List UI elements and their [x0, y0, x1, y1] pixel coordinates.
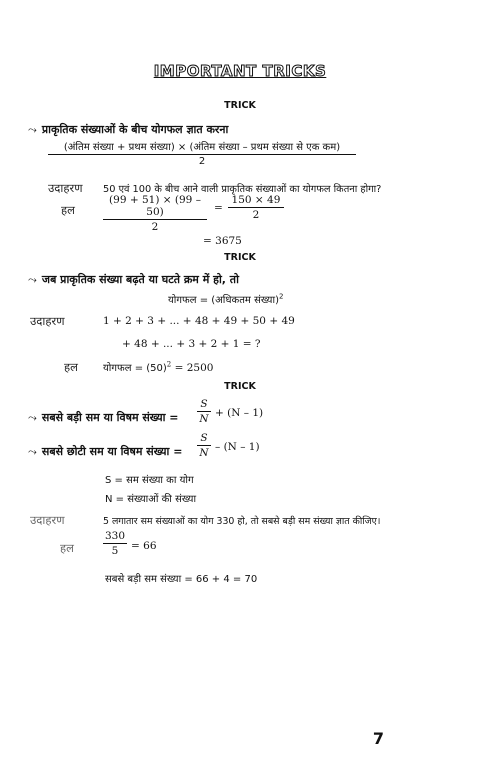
section3-solution-fraction — [103, 530, 127, 557]
min-frac-numerator: S — [197, 432, 211, 446]
curved-arrow-icon: ⤳ — [28, 123, 37, 136]
section1-example: 50 एवं 100 के बीच आने वाली प्राकृतिक संख्याओं का योगफल कितना होगा? — [103, 184, 382, 195]
section2-solution-text: योगफल = (50) — [103, 363, 167, 374]
solution-label-2: हल — [64, 360, 78, 374]
section3-min-term: – (N – 1) — [215, 441, 260, 453]
min-frac-denominator: N — [199, 447, 209, 459]
section1-solution-fraction-1 — [103, 194, 207, 233]
section2-solution-result: = 2500 — [171, 362, 214, 374]
section3-max-term: + (N – 1) — [215, 407, 264, 419]
curved-arrow-icon: ⤳ — [28, 273, 37, 286]
example-label-1: उदाहरण — [48, 181, 83, 195]
section1-solution-equals: = — [214, 202, 223, 214]
section2-heading — [28, 268, 239, 287]
trick-label-1: TRICK — [224, 100, 256, 111]
page-number: 7 — [372, 729, 384, 748]
section1-result: = 3675 — [203, 235, 242, 247]
section2-solution-exponent: 2 — [166, 360, 172, 369]
solution-label-3: हल — [60, 541, 74, 555]
section2-example-line1: 1 + 2 + 3 + ... + 48 + 49 + 50 + 49 — [103, 315, 295, 327]
section3-max-text: सबसे बड़ी सम या विषम संख्या = — [41, 411, 179, 424]
curved-arrow-icon: ⤳ — [28, 411, 37, 424]
section3-min-fraction — [197, 432, 211, 459]
section1-formula — [48, 139, 356, 167]
sol2-denominator: 2 — [252, 209, 260, 221]
section3-solution-result: = 66 — [131, 540, 157, 552]
section2-formula-text: योगफल = (अधिकतम संख्या) — [168, 295, 279, 306]
example-label-2: उदाहरण — [30, 314, 65, 328]
page-title: IMPORTANT TRICKS — [153, 62, 327, 80]
section3-min-text: सबसे छोटी सम या विषम संख्या = — [41, 445, 183, 458]
section3-final-answer: सबसे बड़ी सम संख्या = 66 + 4 = 70 — [105, 574, 258, 585]
section3-max-heading — [28, 406, 179, 425]
section2-heading-text: जब प्राकृतिक संख्या बढ़ते या घटते क्रम में हो, तो — [41, 273, 239, 286]
sol3-numerator: 330 — [105, 530, 126, 542]
section1-heading — [28, 118, 228, 137]
solution-label-1: हल — [61, 203, 75, 217]
section2-formula — [168, 292, 283, 306]
sol3-denominator: 5 — [111, 545, 119, 557]
section3-def-n: N = संख्याओं की संख्या — [105, 494, 197, 505]
section1-heading-text: प्राकृतिक संख्याओं के बीच योगफल ज्ञात करना — [41, 123, 229, 136]
trick-label-2: TRICK — [224, 252, 256, 263]
section1-formula-numerator: (अंतिम संख्या + प्रथम संख्या) × (अंतिम संख्या – प्रथम संख्या से एक कम) — [48, 139, 356, 155]
max-frac-numerator: S — [197, 398, 211, 412]
section3-min-heading — [28, 440, 182, 459]
section3-example: 5 लगातार सम संख्याओं का योग 330 हो, तो सबसे बड़ी सम संख्या ज्ञात कीजिए। — [103, 516, 381, 527]
section2-formula-exponent: 2 — [278, 292, 284, 301]
trick-label-3: TRICK — [224, 381, 256, 392]
section2-solution — [103, 360, 213, 374]
section3-max-fraction — [197, 398, 211, 425]
sol1-denominator: 2 — [151, 221, 159, 233]
section1-solution-fraction-2 — [228, 194, 284, 221]
section1-formula-denominator: 2 — [198, 156, 206, 167]
section3-def-s: S = सम संख्या का योग — [105, 475, 194, 486]
sol1-numerator: (99 + 51) × (99 – 50) — [103, 194, 207, 220]
max-frac-denominator: N — [199, 413, 209, 425]
section2-example-line2: + 48 + ... + 3 + 2 + 1 = ? — [122, 338, 261, 350]
sol2-numerator: 150 × 49 — [228, 194, 284, 208]
example-label-3: उदाहरण — [30, 513, 65, 527]
curved-arrow-icon: ⤳ — [28, 445, 37, 458]
